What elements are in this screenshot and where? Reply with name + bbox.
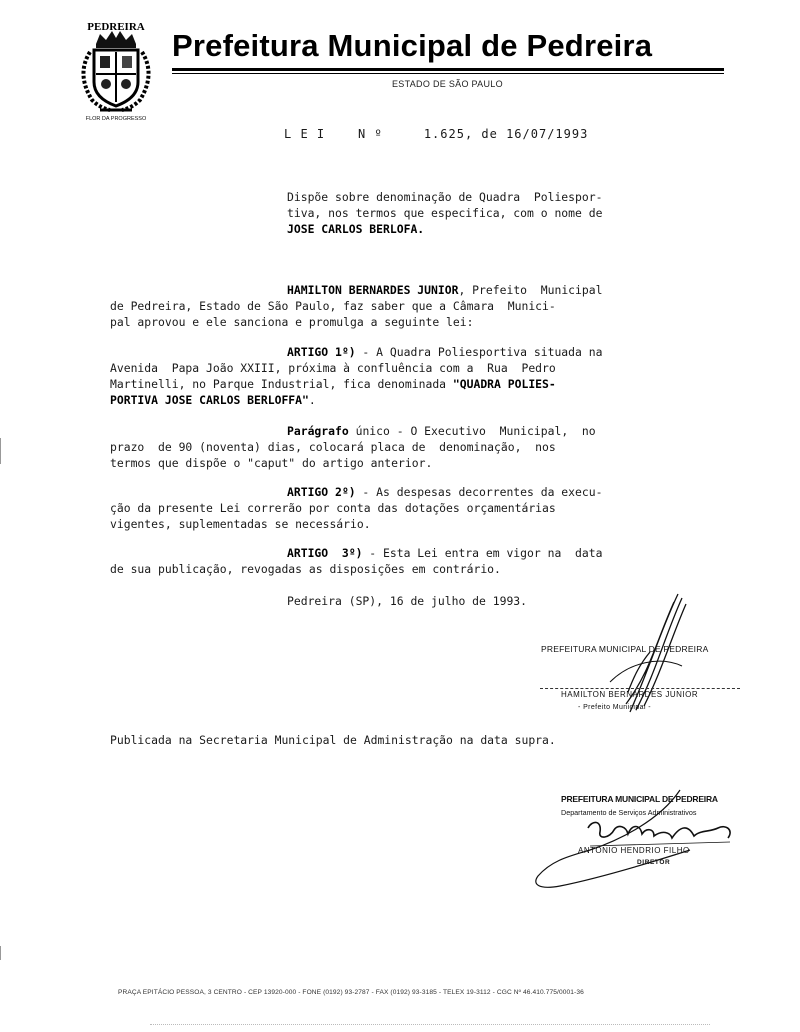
state-subtitle: ESTADO DE SÃO PAULO (392, 79, 503, 89)
header-rule-thin (172, 73, 724, 74)
paragraph-line-2: prazo de 90 (noventa) dias, colocará placa de denominação, nos (110, 440, 556, 454)
scan-edge-mark (0, 946, 1, 960)
article-2-line-3: vigentes, suplementadas se necessário. (110, 517, 371, 531)
article-2-line-1: ARTIGO 2º) - As despesas decorrentes da execu- (287, 485, 603, 499)
director-stamp-role: DIRETOR (637, 859, 671, 866)
paragraph-line-3: termos que dispõe o "caput" do artigo anterior. (110, 456, 433, 470)
mayor-name: HAMILTON BERNARDES JUNIOR (287, 283, 459, 297)
director-stamp-org: PREFEITURA MUNICIPAL DE PEDREIRA (561, 794, 718, 804)
municipal-crest-logo (70, 16, 162, 122)
preamble-line-2: de Pedreira, Estado de São Paulo, faz saber que a Câmara Munici- (110, 299, 556, 313)
article-2-label: ARTIGO 2º) (287, 485, 356, 499)
page-title: Prefeitura Municipal de Pedreira (172, 28, 653, 63)
ementa-line-1: Dispõe sobre denominação de Quadra Poliespor- (287, 190, 603, 204)
article-1-line-4: PORTIVA JOSE CARLOS BERLOFFA". (110, 393, 316, 407)
header-rule-thick (172, 68, 724, 71)
crest-motto-text: FLOR DA PROGRESSO (85, 116, 147, 122)
preamble-line-3: pal aprovou e ele sanciona e promulga a seguinte lei: (110, 315, 474, 329)
director-signature (530, 780, 755, 895)
crest-top-text: PEDREIRA (87, 21, 145, 33)
scan-edge-mark (0, 438, 1, 464)
mayor-stamp-name: HAMILTON BERNARDES JUNIOR (561, 690, 699, 699)
mayor-signature-line (540, 688, 740, 689)
article-1-label: ARTIGO 1º) (287, 345, 356, 359)
article-3-line-1: ARTIGO 3º) - Esta Lei entra em vigor na data (287, 546, 603, 560)
date-place: Pedreira (SP), 16 de julho de 1993. (287, 594, 528, 608)
mayor-stamp-role: - Prefeito Municipal - (578, 704, 651, 711)
preamble-line-1: HAMILTON BERNARDES JUNIOR, Prefeito Municipal (287, 283, 603, 297)
article-1-line-2: Avenida Papa João XXIII, próxima à confluência com a Rua Pedro (110, 361, 556, 375)
paragraph-label: Parágrafo (287, 424, 349, 438)
director-stamp-dept: Departamento de Serviços Administrativos (561, 808, 697, 817)
publication-note: Publicada na Secretaria Municipal de Administração na data supra. (110, 733, 556, 747)
mayor-signature (590, 592, 700, 722)
footer-address: PRAÇA EPITÁCIO PESSOA, 3 CENTRO - CEP 13920-000 - FONE (0192) 93-2787 - FAX (0192) 93-3185 - TELEX 19-3112 - CGC Nº 46.410.775/0001-36 (118, 989, 584, 996)
paragraph-line-1: Parágrafo único - O Executivo Municipal, no (287, 424, 596, 438)
scan-bottom-mark (150, 1024, 710, 1025)
article-1-line-1: ARTIGO 1º) - A Quadra Poliesportiva situada na (287, 345, 603, 359)
ementa-line-3: JOSE CARLOS BERLOFA. (287, 222, 425, 236)
article-3-line-2: de sua publicação, revogadas as disposições em contrário. (110, 562, 501, 576)
mayor-stamp-org: PREFEITURA MUNICIPAL DE PEDREIRA (541, 644, 709, 654)
article-3-label: ARTIGO 3º) (287, 546, 363, 560)
director-stamp-name: ANTONIO HENDRIO FILHO (578, 846, 690, 855)
article-1-line-3: Martinelli, no Parque Industrial, fica denominada "QUADRA POLIES- (110, 377, 556, 391)
ementa-line-2: tiva, nos termos que especifica, com o nome de (287, 206, 603, 220)
law-heading: L E I N º 1.625, de 16/07/1993 (284, 127, 589, 141)
article-2-line-2: ção da presente Lei correrão por conta das dotações orçamentárias (110, 501, 556, 515)
